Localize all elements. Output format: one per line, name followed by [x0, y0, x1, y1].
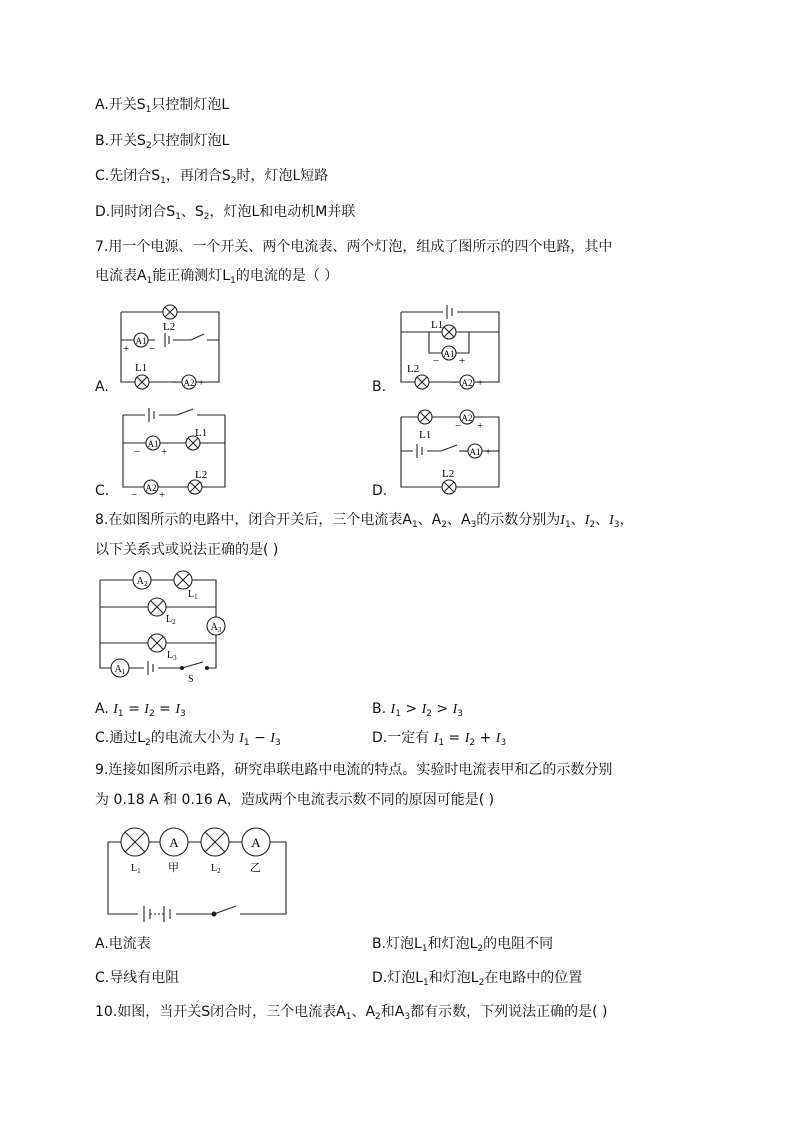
- q9-stem-line1: 9.连接如图所示电路，研究串联电路中电流的特点。实验时电流表甲和乙的示数分别: [95, 762, 613, 778]
- svg-text:+: +: [485, 446, 492, 458]
- svg-text:甲: 甲: [168, 862, 179, 874]
- svg-text:A1: A1: [443, 349, 455, 359]
- svg-text:S: S: [188, 674, 194, 685]
- svg-text:L2: L2: [195, 469, 208, 481]
- q8-option-b: B. $I_1 > I_2 > I_3$: [372, 701, 464, 719]
- svg-text:A: A: [251, 835, 261, 850]
- svg-text:−: −: [433, 355, 440, 367]
- svg-text:乙: 乙: [250, 862, 261, 874]
- q7-label-c: C.: [95, 483, 110, 499]
- svg-text:L1: L1: [419, 429, 432, 441]
- svg-text:A2: A2: [461, 378, 473, 388]
- svg-text:+: +: [123, 343, 130, 355]
- svg-text:−: −: [131, 489, 138, 500]
- q7-label-d: D.: [372, 483, 388, 499]
- svg-text:L2: L2: [442, 468, 455, 480]
- svg-text:L2: L2: [407, 363, 420, 375]
- q7-label-a: A.: [95, 379, 109, 395]
- svg-text:A2: A2: [145, 483, 157, 493]
- svg-text:+: +: [459, 355, 466, 367]
- q6-option-a: A.开关$S_1$只控制灯泡L: [95, 97, 230, 115]
- svg-text:L1: L1: [431, 319, 444, 331]
- svg-text:L1: L1: [195, 427, 208, 439]
- q7-stem-line1: 7.用一个电源、一个开关、两个电流表、两个灯泡，组成了图所示的四个电路，其中: [95, 239, 613, 255]
- svg-text:A2: A2: [461, 413, 473, 423]
- q6-option-b: B.开关$S_2$只控制灯泡L: [95, 133, 230, 151]
- svg-text:−: −: [461, 446, 468, 458]
- q9-option-b: B.灯泡$L_1$和灯泡$L_2$的电阻不同: [372, 936, 554, 954]
- q10-stem: 10.如图，当开关S闭合时，三个电流表$A_1$、$A_2$和$A_3$都有示数，下列说法正确的是( ): [95, 1004, 608, 1022]
- q9-option-a: A.电流表: [95, 936, 151, 952]
- q9-stem-line2: 为 0.18 A 和 0.16 A，造成两个电流表示数不同的原因可能是( ): [95, 792, 495, 808]
- svg-text:−: −: [451, 377, 458, 389]
- q7-circuit-a: [115, 300, 230, 395]
- svg-text:A1: $A_1$: [114, 664, 126, 676]
- q8-stem-line2: 以下关系式或说法正确的是( ): [95, 542, 279, 558]
- svg-text:A1: A1: [469, 447, 481, 457]
- svg-text:A3: $A_3$: [210, 622, 222, 634]
- svg-text:L2: $L_2$: [211, 863, 221, 875]
- q9-option-c: C.导线有电阻: [95, 970, 180, 986]
- svg-text:L1: $L_1$: [188, 589, 198, 601]
- svg-text:A2: A2: [183, 378, 195, 388]
- q8-circuit: [90, 565, 240, 685]
- svg-text:L2: $L_2$: [166, 614, 176, 626]
- q7-circuit-d: [395, 405, 510, 500]
- q8-option-c: C.通过$L_2$的电流大小为 $I_1 - I_3$: [95, 730, 281, 748]
- svg-text:L3: $L_3$: [167, 650, 177, 662]
- svg-text:+: +: [161, 446, 168, 458]
- svg-text:+: +: [477, 377, 484, 389]
- svg-text:A2: $A_2$: [136, 576, 148, 588]
- svg-text:A: A: [169, 835, 179, 850]
- svg-text:+: +: [198, 377, 205, 389]
- svg-text:+: +: [477, 420, 484, 432]
- q7-circuit-b: [395, 300, 510, 395]
- svg-text:A1: A1: [147, 439, 159, 449]
- svg-text:L1: L1: [135, 362, 148, 374]
- q6-option-d: D.同时闭合$S_1$、$S_2$，灯泡L和电动机M并联: [95, 204, 356, 222]
- svg-text:−: −: [172, 377, 179, 389]
- svg-text:+: +: [159, 489, 166, 500]
- q7-label-b: B.: [372, 379, 387, 395]
- q9-option-d: D.灯泡$L_1$和灯泡$L_2$在电路中的位置: [372, 970, 583, 988]
- q7-stem-line2: 电流表$A_1$能正确测灯$L_1$的电流的是（ ）: [95, 268, 339, 286]
- q6-option-c: C.先闭合$S_1$，再闭合$S_2$时，灯泡L短路: [95, 168, 329, 186]
- q8-stem-line1: 8.在如图所示的电路中，闭合开关后，三个电流表$A_1$、$A_2$、$A_3$的示数分别为$I_1$、$I_2$、$I_3$，: [95, 512, 634, 530]
- svg-text:L2: L2: [163, 321, 176, 333]
- svg-text:L1: $L_1$: [131, 863, 141, 875]
- svg-text:−: −: [149, 343, 156, 355]
- svg-text:A1: A1: [135, 336, 147, 346]
- q8-option-a: A. $I_1 = I_2 = I_3$: [95, 701, 186, 719]
- svg-text:−: −: [134, 446, 141, 458]
- q8-option-d: D.一定有 $I_1 = I_2 + I_3$: [372, 730, 507, 748]
- q9-circuit: [100, 822, 295, 922]
- svg-text:−: −: [455, 420, 462, 432]
- q7-circuit-c: [115, 405, 235, 500]
